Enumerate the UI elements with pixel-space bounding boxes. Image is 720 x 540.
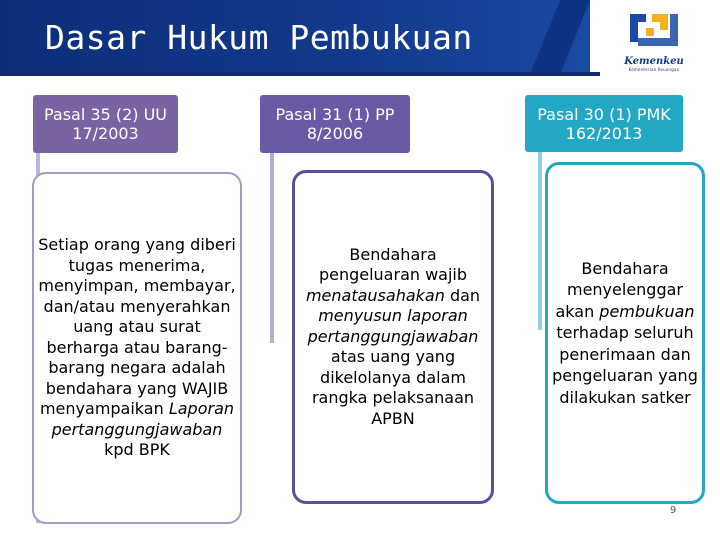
column-3-text-before: Bendahara menyelenggar akan [555, 258, 683, 321]
column-1-text-before: Setiap orang yang diberi tugas menerima, menyimpan, membayar, dan/atau menyerahkan uang atau surat berharga atau barang-barang negara adalah bendahara yang WAJIB menyampaikan [38, 235, 236, 419]
title-accent [0, 72, 600, 76]
column-2-emphasis-2: menyusun laporan pertanggungjawaban [307, 306, 479, 346]
column-1-content [32, 172, 242, 524]
column-1-text-after: kpd BPK [104, 440, 170, 460]
logo-subtext: Kementerian Keuangan [628, 67, 680, 72]
column-1-emphasis: Laporan pertanggungjawaban [51, 399, 235, 439]
column-2-text-before: Bendahara pengeluaran wajib [318, 244, 468, 285]
slide-header [0, 0, 720, 78]
connector-line-2 [270, 153, 274, 343]
column-3-text [552, 258, 698, 409]
logo-text: Kemenkeu [624, 56, 684, 67]
page-number: 9 [669, 505, 677, 516]
column-3-text-after: terhadap seluruh penerimaan dan pengeluaran yang dilakukan satker [552, 323, 698, 407]
column-2-heading: Pasal 31 (1) PP 8/2006 [260, 95, 410, 153]
column-2-content [292, 170, 494, 504]
column-3-content [545, 162, 705, 504]
column-2-text-after: atas uang yang dikelolanya dalam rangka pelaksanaan APBN [311, 347, 475, 428]
column-2-text [299, 245, 487, 430]
column-2-emphasis-1: menatausahakan [305, 285, 445, 305]
column-1-text [38, 235, 236, 461]
column-3-emphasis: pembukuan [599, 301, 695, 321]
column-3-heading: Pasal 30 (1) PMK 162/2013 [525, 95, 683, 152]
column-2-text-mid: dan [449, 285, 481, 305]
connector-line-3 [538, 152, 542, 330]
column-1-heading: Pasal 35 (2) UU 17/2003 [33, 95, 178, 153]
slide-title: Dasar Hukum Pembukuan [45, 18, 473, 57]
